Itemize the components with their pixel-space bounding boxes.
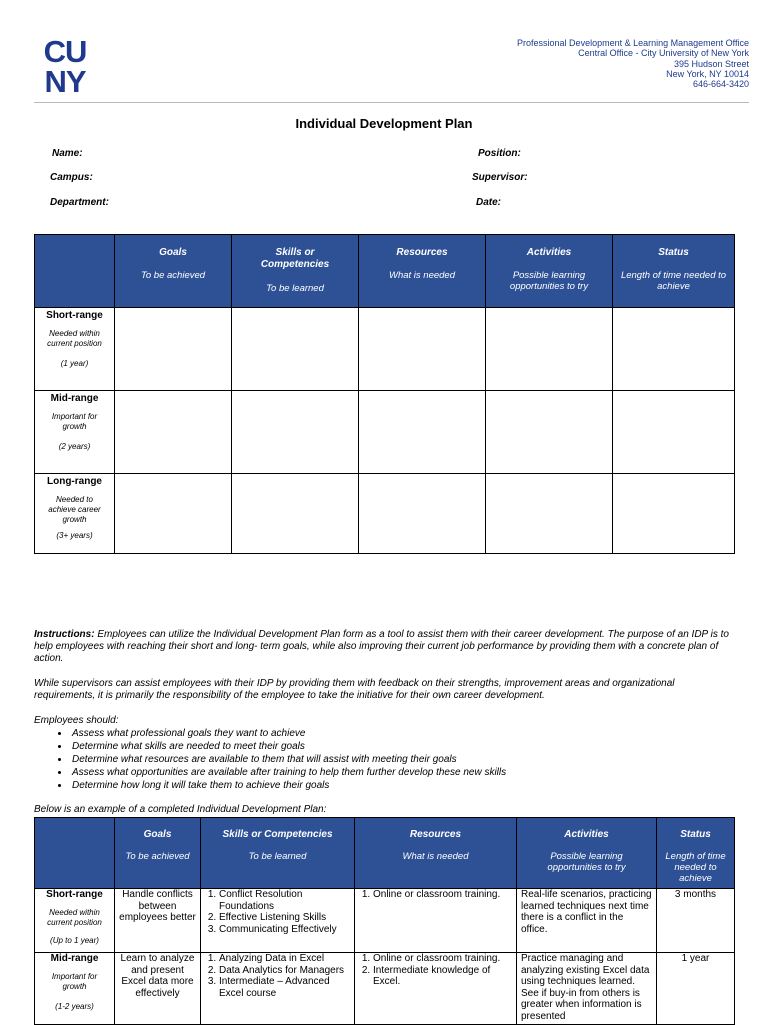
cuny-logo xyxy=(34,36,96,94)
row-header-long: Long-range Needed to achieve career growth (3+ years) xyxy=(35,474,115,554)
table-header-row xyxy=(35,818,735,889)
list-item: • Determine how long it will take them to achieve their goals xyxy=(70,779,506,792)
row-header-mid: Mid-range Important for growth (1-2 years) xyxy=(35,953,115,1025)
goal-cell[interactable] xyxy=(115,474,232,554)
header-activities: Activities Possible learning opportunities to try xyxy=(486,235,613,308)
header-goals: Goals To be achieved xyxy=(115,235,232,308)
list-item: 3. Communicating Effectively xyxy=(219,924,354,936)
header-activities: Activities Possible learning opportunities to try xyxy=(517,818,657,889)
activities-cell[interactable] xyxy=(486,474,613,554)
date-label: Date: xyxy=(476,197,502,208)
list-item: • Assess what professional goals they want to achieve xyxy=(70,727,506,740)
table-row xyxy=(35,889,735,953)
instructions-paragraph-2: While supervisors can assist employees with their IDP by providing them with feedback on their strengths, improvement areas and organizational requirements, it is primarily the responsibility of the employee to take the initiative for their own career development. xyxy=(34,678,675,701)
goal-cell: Learn to analyze and present Excel data more effectively xyxy=(115,953,201,1025)
list-item: • Assess what opportunities are available after training to help them further develop these new skills xyxy=(70,766,506,779)
idp-example-table xyxy=(34,817,735,1025)
office-line: Professional Development & Learning Management Office xyxy=(517,38,749,48)
office-line: New York, NY 10014 xyxy=(666,68,749,79)
list-item: • Determine what resources are available to them that will assist with meeting their goals xyxy=(70,753,506,766)
list-item: 1. Online or classroom training. xyxy=(373,953,516,965)
svg-text:CU: CU xyxy=(43,36,87,69)
skills-cell xyxy=(201,953,355,1025)
header-status: Status Length of time needed to achieve xyxy=(613,235,735,308)
office-address xyxy=(517,38,749,89)
table-row xyxy=(35,953,735,1025)
row-header-mid: Mid-range Important for growth (2 years) xyxy=(35,391,115,474)
header-divider xyxy=(34,102,749,103)
resources-cell[interactable] xyxy=(359,391,486,474)
skills-cell[interactable] xyxy=(232,474,359,554)
goal-cell[interactable] xyxy=(115,391,232,474)
list-item: 1. Conflict Resolution Foundations xyxy=(219,889,354,912)
table-header-row xyxy=(35,235,735,308)
table-row xyxy=(35,474,735,554)
page-title: Individual Development Plan xyxy=(295,116,473,131)
resources-cell xyxy=(355,889,517,953)
activities-cell[interactable] xyxy=(486,308,613,391)
table-row xyxy=(35,391,735,474)
goal-cell: Handle conflicts between employees better xyxy=(115,889,201,953)
activities-cell: Real-life scenarios, practicing learned techniques next time there is a conflict in the office. xyxy=(517,889,657,953)
header-skills: Skills or Competencies To be learned xyxy=(201,818,355,889)
list-item: • Determine what skills are needed to meet their goals xyxy=(70,740,506,753)
header-corner xyxy=(35,818,115,889)
header-skills: Skills or Competencies To be learned xyxy=(232,235,359,308)
office-line: Central Office - City University of New York xyxy=(578,48,749,59)
department-label: Department: xyxy=(50,197,109,208)
resources-cell[interactable] xyxy=(359,308,486,391)
instructions-label: Instructions: xyxy=(34,629,95,640)
status-cell[interactable] xyxy=(613,391,735,474)
table-row xyxy=(35,308,735,391)
supervisor-label: Supervisor: xyxy=(472,172,528,183)
svg-text:NY: NY xyxy=(44,64,86,94)
goal-cell[interactable] xyxy=(115,308,232,391)
header-goals: Goals To be achieved xyxy=(115,818,201,889)
status-cell: 1 year xyxy=(657,953,735,1025)
row-header-short: Short-range Needed within current position (1 year) xyxy=(35,308,115,391)
status-cell[interactable] xyxy=(613,474,735,554)
skills-cell[interactable] xyxy=(232,391,359,474)
list-item: 1. Analyzing Data in Excel xyxy=(219,953,354,965)
instructions-paragraph xyxy=(34,629,734,665)
activities-cell: Practice managing and analyzing existing Excel data using techniques learned. See if buy-in from others is greater when information is presented xyxy=(517,953,657,1025)
header-corner xyxy=(35,235,115,308)
header-resources: Resources What is needed xyxy=(355,818,517,889)
activities-cell[interactable] xyxy=(486,391,613,474)
office-line: 395 Hudson Street xyxy=(673,58,749,69)
list-item: 1. Online or classroom training. xyxy=(373,889,516,901)
campus-label: Campus: xyxy=(50,172,93,183)
resources-cell[interactable] xyxy=(359,474,486,554)
list-item: 2. Data Analytics for Managers xyxy=(219,965,354,977)
header-resources: Resources What is needed xyxy=(359,235,486,308)
instructions-text: Employees can utilize the Individual Development Plan form as a tool to assist them with their career development. The purpose of an IDP is to help employees with reaching their short and long- term goals, while also improving their current job performance by providing them with a concrete plan of action. xyxy=(34,629,729,664)
status-cell[interactable] xyxy=(613,308,735,391)
row-header-short: Short-range Needed within current position (Up to 1 year) xyxy=(35,889,115,953)
list-item: 2. Effective Listening Skills xyxy=(219,912,354,924)
status-cell: 3 months xyxy=(657,889,735,953)
office-line: 646-664-3420 xyxy=(692,79,749,90)
employees-should-list xyxy=(34,727,506,792)
skills-cell xyxy=(201,889,355,953)
skills-cell[interactable] xyxy=(232,308,359,391)
resources-cell xyxy=(355,953,517,1025)
name-label: Name: xyxy=(52,148,83,159)
position-label: Position: xyxy=(478,148,521,159)
idp-blank-table xyxy=(34,234,735,554)
employees-should-label: Employees should: xyxy=(34,715,119,726)
header-status: Status Length of time needed to achieve xyxy=(657,818,735,889)
list-item: 2. Intermediate knowledge of Excel. xyxy=(373,965,516,988)
example-intro: Below is an example of a completed Individual Development Plan: xyxy=(34,804,327,815)
list-item: 3. Intermediate – Advanced Excel course xyxy=(219,976,354,999)
